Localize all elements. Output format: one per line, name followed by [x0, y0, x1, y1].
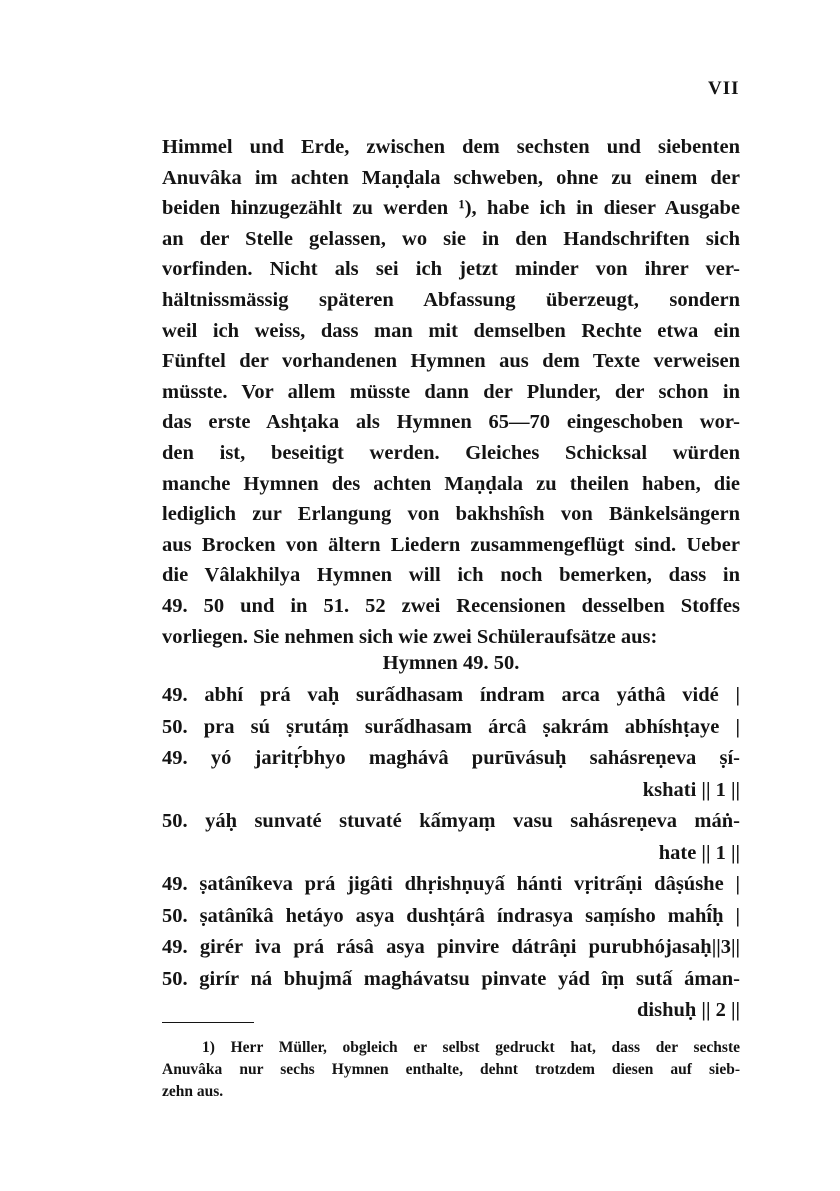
footnote-line: Anuvâka nur sechs Hymnen enthalte, dehnt trotzdem diesen auf sieb-: [162, 1061, 740, 1078]
paragraph-line: aus Brocken von ältern Liedern zusammengeflügt sind. Ueber: [162, 533, 740, 556]
paragraph-line: vorfinden. Nicht als sei ich jetzt minder von ihrer ver-: [162, 258, 740, 281]
verse-line: 50. pra sú ṣrutáṃ surấdhasam árcâ ṣakrám abhíshṭaye |: [162, 715, 740, 738]
paragraph-line: Anuvâka im achten Maṇḍala schweben, ohne zu einem der: [162, 166, 740, 189]
paragraph-line: manche Hymnen des achten Maṇḍala zu theilen haben, die: [162, 472, 740, 495]
verse-line: 50. yáḥ sunvaté stuvaté kấmyaṃ vasu sahásreṇeva máṅ-: [162, 810, 740, 832]
verse-line: 49. girér iva prá rásâ asya pinvire dátrâṇi purubhójasaḥ||3||: [162, 936, 740, 958]
page-number: VII: [708, 78, 740, 99]
verse-continuation: hate || 1 ||: [658, 841, 740, 864]
paragraph-line: Himmel und Erde, zwischen dem sechsten und siebenten: [162, 136, 740, 158]
verse-continuation: dishuḥ || 2 ||: [637, 999, 740, 1021]
verse-line: 49. abhí prá vaḥ surấdhasam índram arca yáthâ vidé |: [162, 684, 740, 706]
paragraph-line: hältnissmässig späteren Abfassung überzeugt, sondern: [162, 288, 740, 311]
verse-line: 50. ṣatânîkâ hetáyo asya dushṭárâ índrasya saṃísho mahî́ḥ |: [162, 904, 740, 927]
verse-continuation: kshati || 1 ||: [642, 778, 740, 801]
paragraph-line: 49. 50 und in 51. 52 zwei Recensionen desselben Stoffes: [162, 594, 740, 617]
paragraph-line: müsste. Vor allem müsste dann der Plunder, der schon in: [162, 380, 740, 403]
paragraph-line: das erste Ashṭaka als Hymnen 65—70 eingeschoben wor-: [162, 411, 740, 434]
paragraph-line: lediglich zur Erlangung von bakhshîsh von Bänkelsängern: [162, 503, 740, 526]
verse-line: 49. ṣatânîkeva prá jigâti dhṛishṇuyấ hánti vṛitrấṇi dâṣúshe |: [162, 873, 740, 895]
main-paragraph: [162, 132, 740, 652]
section-heading: Hymnen 49. 50.: [382, 652, 520, 674]
paragraph-line: beiden hinzugezählt zu werden ¹), habe ich in dieser Ausgabe: [162, 197, 740, 220]
footnote-rule: [162, 1022, 254, 1023]
footnote: [162, 1037, 740, 1103]
paragraph-line: vorliegen. Sie nehmen sich wie zwei Schüleraufsätze aus:: [162, 625, 658, 648]
paragraph-line: die Vâlakhilya Hymnen will ich noch bemerken, dass in: [162, 564, 740, 587]
paragraph-line: den ist, beseitigt werden. Gleiches Schicksal würden: [162, 441, 740, 464]
verse-line: 49. yó jaritṛ́bhyo maghávâ purūvásuḥ sahásreṇeva ṣí-: [162, 747, 740, 769]
footnote-line: zehn aus.: [162, 1083, 224, 1100]
paragraph-line: an der Stelle gelassen, wo sie in den Handschriften sich: [162, 227, 740, 250]
verse-list: [162, 680, 740, 1027]
footnote-line: 1) Herr Müller, obgleich er selbst gedruckt hat, dass der sechste: [202, 1039, 740, 1056]
verse-line: 50. girír ná bhujmấ maghávatsu pinvate yád îṃ sutấ áman-: [162, 967, 740, 990]
paragraph-line: weil ich weiss, dass man mit demselben Rechte etwa ein: [162, 319, 740, 342]
paragraph-line: Fünftel der vorhandenen Hymnen aus dem Texte verweisen: [162, 350, 740, 373]
